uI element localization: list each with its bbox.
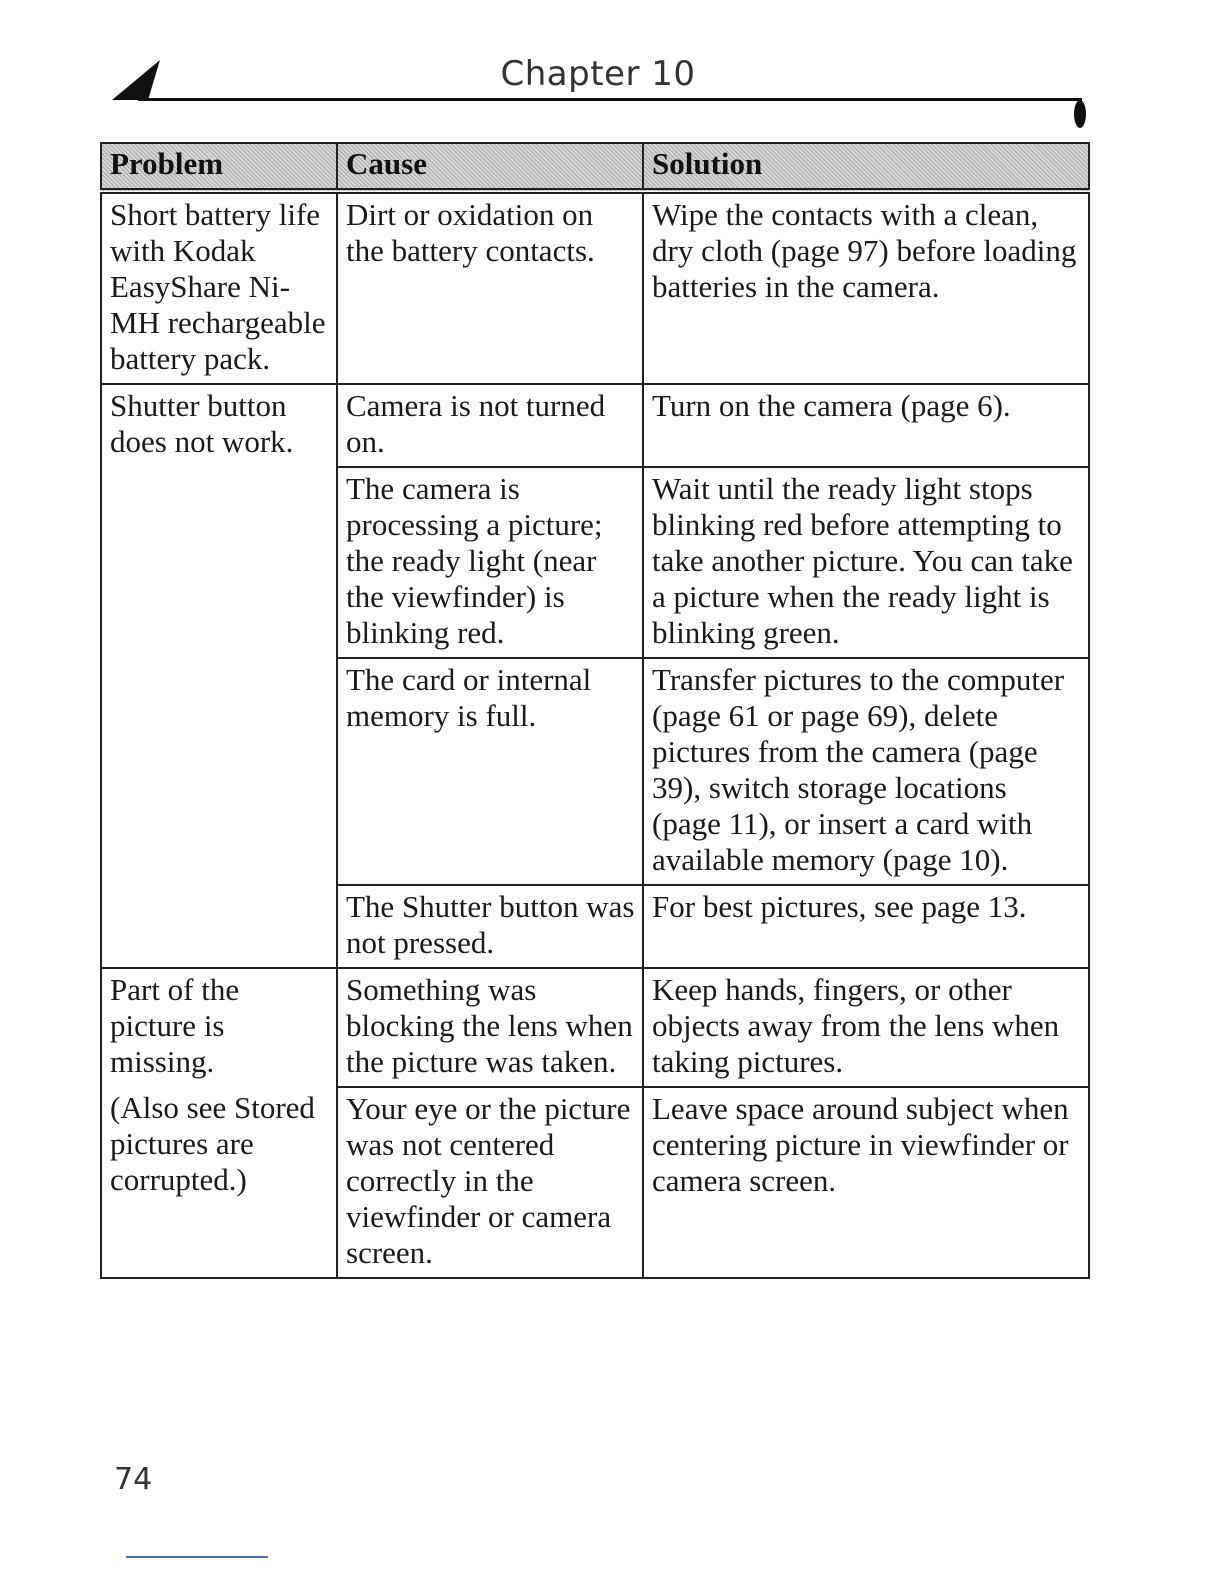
problem-cell: Short battery life with Kodak EasyShare Ni-MH rechargeable battery pack. [101, 191, 337, 384]
solution-cell: Leave space around subject when centering picture in viewfinder or camera screen. [643, 1087, 1089, 1278]
cause-cell: Dirt or oxidation on the battery contacts. [337, 191, 643, 384]
chapter-title: Chapter 10 [500, 54, 696, 94]
problem-note: (Also see Stored pictures are corrupted.) [110, 1090, 315, 1197]
header-solution: Solution [643, 143, 1089, 191]
solution-cell: Turn on the camera (page 6). [643, 384, 1089, 467]
solution-cell: Keep hands, fingers, or other objects away from the lens when taking pictures. [643, 968, 1089, 1087]
cause-cell: Camera is not turned on. [337, 384, 643, 467]
problem-cell [101, 968, 337, 1278]
solution-cell: For best pictures, see page 13. [643, 885, 1089, 968]
solution-cell: Wait until the ready light stops blinking red before attempting to take another picture. You can take a picture when the ready light is blinking green. [643, 467, 1089, 658]
solution-cell: Transfer pictures to the computer (page 61 or page 69), delete pictures from the camera (page 39), switch storage locations (page 11), or insert a card with available memory (page 10). [643, 658, 1089, 885]
table-header-row [101, 143, 1089, 191]
cause-cell: The Shutter button was not pressed. [337, 885, 643, 968]
footer-rule [126, 1556, 268, 1558]
troubleshooting-table [100, 142, 1090, 1279]
table-row [101, 384, 1089, 467]
page-number: 74 [114, 1462, 153, 1497]
problem-text: Part of the picture is missing. [110, 972, 240, 1079]
header-cause: Cause [337, 143, 643, 191]
cause-cell: The camera is processing a picture; the ready light (near the viewfinder) is blinking red. [337, 467, 643, 658]
table-row [101, 968, 1089, 1087]
cause-cell: Your eye or the picture was not centered correctly in the viewfinder or camera screen. [337, 1087, 643, 1278]
solution-cell: Wipe the contacts with a clean, dry cloth (page 97) before loading batteries in the camera. [643, 191, 1089, 384]
cause-cell: Something was blocking the lens when the picture was taken. [337, 968, 643, 1087]
header-problem: Problem [101, 143, 337, 191]
problem-cell: Shutter button does not work. [101, 384, 337, 968]
cause-cell: The card or internal memory is full. [337, 658, 643, 885]
page-header [108, 48, 1088, 138]
table-row [101, 191, 1089, 384]
